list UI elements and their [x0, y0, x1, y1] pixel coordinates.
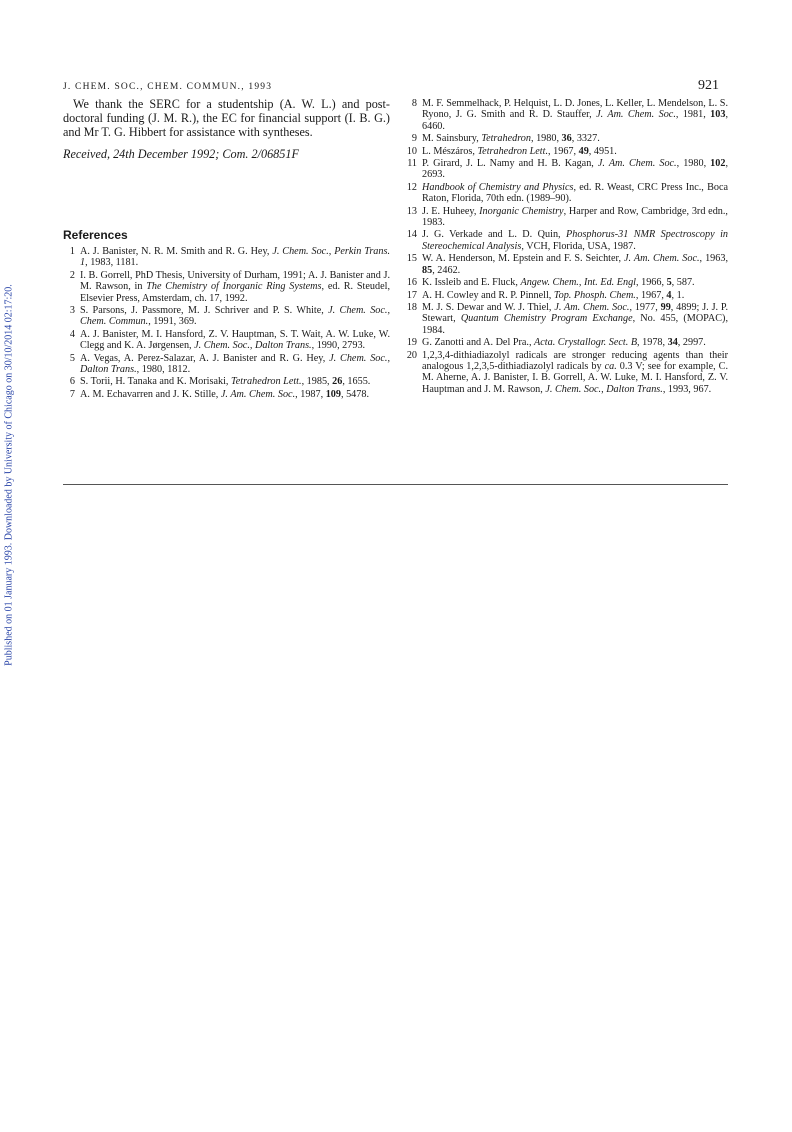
reference-number: 8 [411, 98, 417, 109]
reference-text: A. M. Echavarren and J. K. Stille, [80, 388, 221, 400]
reference-item [63, 376, 390, 387]
reference-number: 9 [411, 133, 417, 145]
reference-item [405, 98, 728, 132]
reference-text: , 587. [671, 277, 695, 289]
reference-item [405, 146, 728, 157]
reference-text: , 1993, 967. [662, 383, 712, 395]
reference-item [63, 305, 390, 328]
reference-number: 18 [406, 301, 417, 313]
reference-text: , 1966, [636, 277, 667, 289]
reference-text: 36 [561, 133, 572, 145]
reference-text: , Harper and Row, Cambridge, 3rd edn., 1983. [422, 205, 728, 229]
reference-text: , 1980, [676, 158, 711, 170]
reference-text: Inorganic Chemistry [479, 205, 564, 217]
reference-text: , 1980, 1812. [136, 364, 191, 376]
reference-list-left [63, 246, 390, 400]
reference-text: L. Mészáros, [422, 145, 478, 157]
reference-text: M. F. Semmelhack, P. Helquist, L. D. Jones, L. Keller, L. Mendelson, L. S. Ryono, J. G. Smith and R. D. Stauffer, [422, 98, 728, 121]
reference-text: , 2462. [432, 264, 461, 276]
reference-text: , No. 455, (MOPAC), 1984. [422, 313, 728, 336]
reference-text: , 1978, [637, 337, 668, 349]
reference-item [63, 329, 390, 352]
reference-number: 6 [69, 376, 75, 388]
reference-text: Acta. Crystallogr. Sect. B [534, 337, 638, 349]
reference-text: W. A. Henderson, M. Epstein and F. S. Seichter, [422, 253, 625, 265]
reference-text: Tetrahedron Lett. [477, 145, 549, 157]
reference-text: Tetrahedron Lett. [231, 376, 302, 388]
reference-text: , ed. R. Weast, CRC Press Inc., Boca Raton, Florida, 70th edn. (1989–90). [422, 181, 728, 205]
reference-text: ca. [604, 360, 617, 372]
reference-text: , 1981, [675, 109, 711, 121]
reference-text: , VCH, Florida, USA, 1987. [521, 240, 636, 252]
download-watermark-text: Published on 01 January 1993. Downloaded by University of Chicago on 30/10/2014 02:17:20. [3, 284, 15, 666]
reference-text: , 1980, [530, 133, 562, 145]
reference-text: , 1. [671, 289, 685, 301]
reference-text: , 1963, [699, 253, 728, 265]
reference-item [63, 270, 390, 304]
reference-text: S. Torii, H. Tanaka and K. Morisaki, [80, 376, 231, 388]
reference-text: , 2997. [677, 337, 706, 349]
reference-text: J. Am. Chem. Soc. [596, 109, 676, 121]
reference-text: A. Vegas, A. Perez-Salazar, A. J. Banister and R. G. Hey, [80, 352, 330, 364]
reference-text: J. Am. Chem. Soc. [220, 388, 296, 400]
reference-text: , 1991, 369. [148, 316, 197, 328]
reference-item [405, 277, 728, 288]
reference-text: J. Am. Chem. Soc. [624, 253, 700, 265]
reference-text: , 3327. [571, 133, 600, 145]
reference-text: Tetrahedron [481, 133, 531, 145]
reference-text: J. Chem. Soc., Dalton Trans. [194, 340, 312, 352]
reference-item [405, 158, 728, 181]
reference-number: 14 [406, 229, 417, 241]
reference-number: 20 [406, 349, 417, 361]
page-number: 921 [698, 78, 719, 93]
right-column [405, 98, 728, 396]
reference-text: , 1985, [301, 376, 333, 388]
reference-item [405, 206, 728, 229]
reference-text: , 6460. [422, 109, 728, 132]
reference-text: 34 [667, 337, 678, 349]
reference-number: 13 [406, 205, 417, 217]
reference-text: J. Chem. Soc., Dalton Trans. [545, 383, 663, 395]
reference-text: , 5478. [340, 388, 369, 400]
footer-rule [63, 484, 728, 485]
reference-text: A. H. Cowley and R. P. Pinnell, [422, 289, 554, 301]
reference-text: , 1967, [635, 289, 667, 301]
reference-text: Handbook of Chemistry and Physics [422, 181, 574, 193]
reference-text: J. G. Verkade and L. D. Quin, [422, 229, 567, 241]
reference-list-right [405, 98, 728, 395]
reference-text: A. J. Banister, N. R. M. Smith and R. G. Hey, [80, 246, 273, 257]
reference-text: 85 [422, 264, 433, 276]
reference-text: M. Sainsbury, [422, 133, 482, 145]
reference-text: J. Chem. Soc., Perkin Trans. 1 [80, 246, 391, 269]
references-heading: References [63, 228, 128, 242]
reference-text: Phosphorus-31 NMR Spectroscopy in Stereochemical Analysis [422, 229, 728, 252]
reference-text: , 1987, [295, 388, 326, 400]
running-head: J. CHEM. SOC., CHEM. COMMUN., 1993 [63, 82, 273, 92]
reference-text: G. Zanotti and A. Del Pra., [422, 337, 535, 349]
reference-text: 1,2,3,4-dithiadiazolyl radicals are stronger reducing agents than their analogous 1,2,3,5-dithiadiazolyl radicals by [422, 349, 728, 372]
reference-text: J. Am. Chem. Soc. [597, 158, 677, 170]
reference-text: M. J. S. Dewar and W. J. Thiel, [422, 301, 555, 313]
reference-text: A. J. Banister, M. I. Hansford, Z. V. Hauptman, S. T. Wait, A. W. Luke, W. Clegg and K. A. Jørgensen, [80, 328, 390, 352]
reference-text: Angew. Chem., Int. Ed. Engl [520, 277, 637, 289]
reference-item [405, 302, 728, 336]
reference-item [405, 253, 728, 276]
reference-item [405, 182, 728, 205]
reference-text: S. Parsons, J. Passmore, M. J. Schriver and P. S. White, [80, 305, 329, 317]
reference-text: , 1977, [629, 301, 661, 313]
download-watermark [0, 250, 18, 700]
reference-text: 99 [660, 301, 671, 313]
reference-text: 49 [578, 145, 589, 157]
reference-item [63, 389, 390, 400]
reference-text: The Chemistry of Inorganic Ring Systems [146, 281, 322, 293]
acknowledgement-paragraph: We thank the SERC for a studentship (A. W. L.) and post-doctoral funding (J. M. R.), the EC for financial support (I. B. G.) and Mr T. G. Hibbert for assistance with syntheses. [63, 97, 390, 139]
reference-number: 19 [406, 337, 417, 349]
reference-item [405, 350, 728, 396]
reference-item [63, 246, 390, 269]
reference-text: 4 [666, 289, 672, 301]
reference-text: , 4951. [588, 145, 617, 157]
received-line: Received, 24th December 1992; Com. 2/06851F [63, 147, 299, 161]
reference-item [405, 229, 728, 252]
reference-text: J. Chem. Soc., Chem. Commun. [80, 305, 390, 328]
reference-text: 102 [710, 158, 726, 170]
reference-text: J. Am. Chem. Soc. [554, 301, 630, 313]
reference-text: , 4899; J. J. P. Stewart, [422, 301, 728, 325]
reference-number: 1 [69, 246, 75, 257]
reference-text: J. Chem. Soc., Dalton Trans. [80, 352, 391, 376]
reference-number: 10 [406, 145, 417, 157]
reference-text: Quantum Chemistry Program Exchange [460, 313, 633, 325]
reference-item [63, 353, 390, 376]
reference-text: 5 [666, 277, 672, 289]
reference-text: I. B. Gorrell, PhD Thesis, University of Durham, 1991; A. J. Banister and J. M. Rawson, in [80, 269, 390, 293]
reference-text: Top. Phosph. Chem. [553, 289, 636, 301]
reference-text: 103 [710, 109, 726, 121]
reference-text: 0.3 V; see for example, C. M. Aherne, A. J. Banister, I. B. Gorrell, A. W. Luke, M. I. Hansford, Z. V. Hauptman and J. M. Rawson, [422, 360, 728, 395]
reference-text: K. Issleib and E. Fluck, [422, 277, 521, 289]
reference-text: 26 [332, 376, 343, 388]
reference-number: 11 [407, 158, 417, 170]
reference-item [405, 337, 728, 348]
left-column [63, 97, 390, 401]
reference-number: 7 [69, 388, 75, 400]
reference-number: 3 [69, 305, 75, 317]
reference-text: 109 [325, 388, 341, 400]
reference-text: , 1983, 1181. [85, 257, 139, 269]
reference-number: 12 [406, 181, 417, 193]
reference-text: J. E. Huheey, [422, 205, 480, 217]
reference-text: , 1967, [548, 145, 579, 157]
reference-number: 5 [69, 352, 75, 364]
reference-text: , 1655. [342, 376, 371, 388]
reference-number: 16 [406, 277, 417, 289]
reference-text: P. Girard, J. L. Namy and H. B. Kagan, [422, 158, 598, 170]
reference-text: , ed. R. Steudel, Elsevier Press, Amsterdam, ch. 17, 1992. [80, 281, 390, 304]
reference-number: 4 [69, 328, 75, 340]
reference-text: , 2693. [422, 158, 728, 181]
reference-text: , 1990, 2793. [311, 340, 366, 352]
reference-number: 15 [406, 253, 417, 265]
reference-item [405, 290, 728, 301]
reference-item [405, 133, 728, 144]
reference-number: 17 [406, 289, 417, 301]
reference-number: 2 [69, 269, 75, 281]
